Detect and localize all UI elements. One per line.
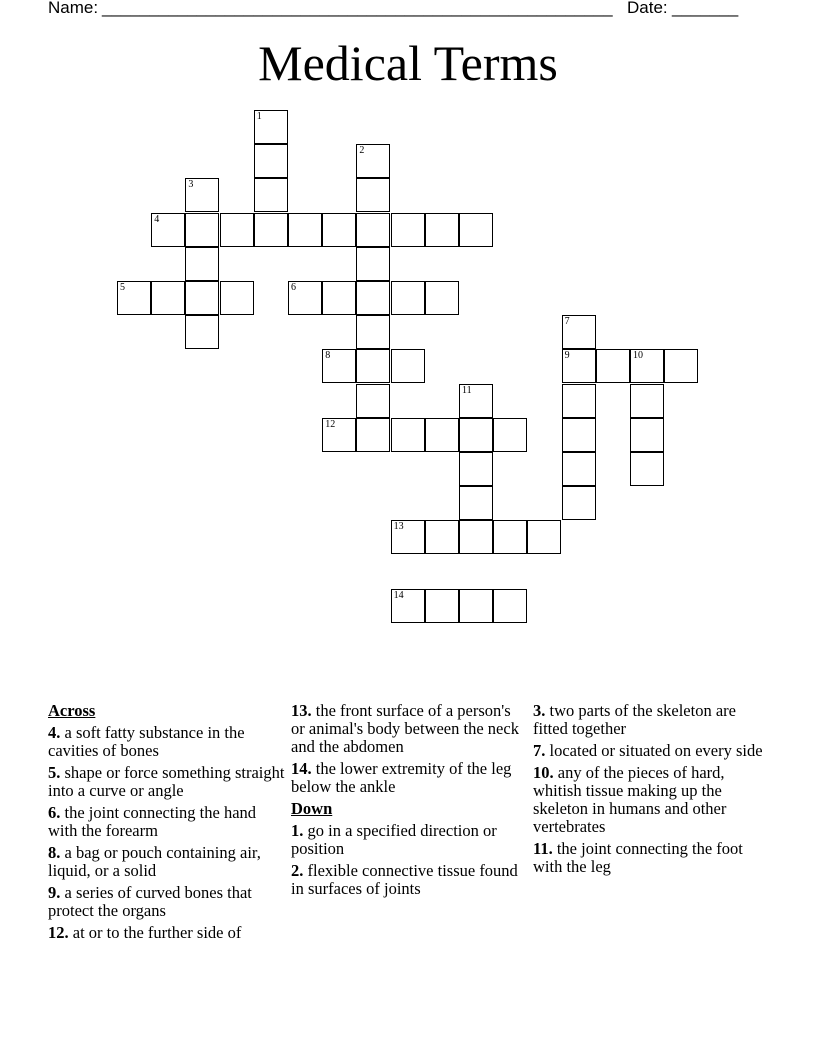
grid-cell[interactable] (356, 247, 390, 281)
grid-cell[interactable] (151, 281, 185, 315)
grid-cell[interactable] (322, 281, 356, 315)
grid-cell[interactable] (459, 213, 493, 247)
grid-cell[interactable] (493, 589, 527, 623)
grid-cell[interactable] (220, 213, 254, 247)
clue-down-1: 1. go in a specified direction or position (291, 821, 497, 858)
grid-cell[interactable] (527, 520, 561, 554)
grid-cell[interactable] (254, 144, 288, 178)
clue-number: 2 (359, 145, 365, 157)
grid-cell[interactable] (459, 520, 493, 554)
grid-cell[interactable] (356, 315, 390, 349)
clue-number: 3 (188, 179, 194, 191)
grid-cell[interactable] (391, 589, 425, 623)
grid-cell[interactable] (185, 178, 219, 212)
grid-cell[interactable] (117, 281, 151, 315)
grid-cell[interactable] (630, 384, 664, 418)
clue-number: 10 (633, 350, 643, 362)
grid-cell[interactable] (356, 213, 390, 247)
grid-cell[interactable] (459, 384, 493, 418)
grid-cell[interactable] (185, 315, 219, 349)
clue-across-14: 14. the lower extremity of the leg below the ankle (291, 759, 512, 796)
grid-cell[interactable] (254, 178, 288, 212)
clues-column-2 (291, 702, 519, 902)
page-title: Medical Terms (258, 35, 558, 91)
grid-cell[interactable] (356, 281, 390, 315)
clue-down-10: 10. any of the pieces of hard, whitish tissue making up the skeleton in humans and other vertebrates (533, 763, 727, 836)
clue-number: 7 (564, 316, 570, 328)
grid-cell[interactable] (562, 384, 596, 418)
across-heading: Across (48, 701, 96, 720)
grid-cell[interactable] (322, 213, 356, 247)
clue-across-6: 6. the joint connecting the hand with the forearm (48, 803, 257, 840)
clue-number: 13 (393, 521, 404, 533)
grid-cell[interactable] (254, 213, 288, 247)
grid-cell[interactable] (151, 213, 185, 247)
clue-number: 1 (256, 111, 262, 122)
grid-cell[interactable] (562, 349, 596, 383)
clue-number: 8 (325, 350, 331, 362)
grid-cell[interactable] (185, 247, 219, 281)
grid-cell[interactable] (185, 213, 219, 247)
grid-cell[interactable] (630, 452, 664, 486)
clue-down-7: 7. located or situated on every side (533, 741, 763, 760)
grid-cell[interactable] (425, 213, 459, 247)
grid-cell[interactable] (630, 418, 664, 452)
grid-cell[interactable] (664, 349, 698, 383)
grid-cell[interactable] (356, 144, 390, 178)
grid-cell[interactable] (391, 520, 425, 554)
grid-cell[interactable] (322, 418, 356, 452)
clues-column-3 (533, 702, 763, 880)
name-blank: ______________________________________________________ (102, 0, 613, 17)
grid-cell[interactable] (254, 110, 288, 144)
grid-cell[interactable] (425, 418, 459, 452)
grid-cell[interactable] (562, 315, 596, 349)
grid-cell[interactable] (459, 452, 493, 486)
grid-cell[interactable] (425, 520, 459, 554)
grid-cell[interactable] (391, 281, 425, 315)
grid-cell[interactable] (391, 213, 425, 247)
grid-cell[interactable] (288, 281, 322, 315)
clues-column-1 (48, 702, 288, 946)
grid-cell[interactable] (493, 520, 527, 554)
clue-across-4: 4. a soft fatty substance in the cavities of bones (48, 723, 245, 760)
grid-cell[interactable] (459, 589, 493, 623)
grid-cell[interactable] (459, 418, 493, 452)
grid-cell[interactable] (391, 418, 425, 452)
clue-number: 9 (564, 350, 570, 362)
grid-cell[interactable] (356, 384, 390, 418)
clue-down-11: 11. the joint connecting the foot with the leg (533, 839, 743, 876)
grid-cell[interactable] (562, 418, 596, 452)
clue-down-3: 3. two parts of the skeleton are fitted together (533, 701, 736, 738)
grid-cell[interactable] (220, 281, 254, 315)
grid-cell[interactable] (322, 349, 356, 383)
grid-cell[interactable] (630, 349, 664, 383)
clue-number: 4 (154, 213, 160, 225)
clue-number: 6 (291, 282, 296, 293)
date-blank: _______ (672, 0, 739, 17)
grid-cell[interactable] (459, 486, 493, 520)
clue-number: 12 (325, 418, 336, 430)
down-heading: Down (291, 799, 333, 818)
clue-number: 14 (393, 589, 404, 601)
clue-across-8: 8. a bag or pouch containing air, liquid, or a solid (48, 843, 261, 880)
name-label: Name: (48, 0, 99, 17)
grid-cell[interactable] (425, 281, 459, 315)
grid-cell[interactable] (288, 213, 322, 247)
clue-number: 5 (120, 282, 125, 293)
clue-across-12: 12. at or to the further side of (48, 923, 242, 942)
clue-across-13: 13. the front surface of a person's or animal's body between the neck and the abdomen (291, 701, 519, 756)
grid-cell[interactable] (425, 589, 459, 623)
grid-cell[interactable] (493, 418, 527, 452)
clue-across-9: 9. a series of curved bones that protect the organs (48, 883, 252, 920)
grid-cell[interactable] (185, 281, 219, 315)
clue-across-5: 5. shape or force something straight into a curve or angle (48, 763, 285, 800)
clue-number: 11 (462, 384, 472, 396)
date-label: Date: (627, 0, 668, 17)
grid-cell[interactable] (596, 349, 630, 383)
grid-cell[interactable] (356, 418, 390, 452)
grid-cell[interactable] (356, 178, 390, 212)
clue-down-2: 2. flexible connective tissue found in surfaces of joints (291, 861, 518, 898)
grid-cell[interactable] (562, 486, 596, 520)
grid-cell[interactable] (356, 349, 390, 383)
grid-cell[interactable] (391, 349, 425, 383)
grid-cell[interactable] (562, 452, 596, 486)
